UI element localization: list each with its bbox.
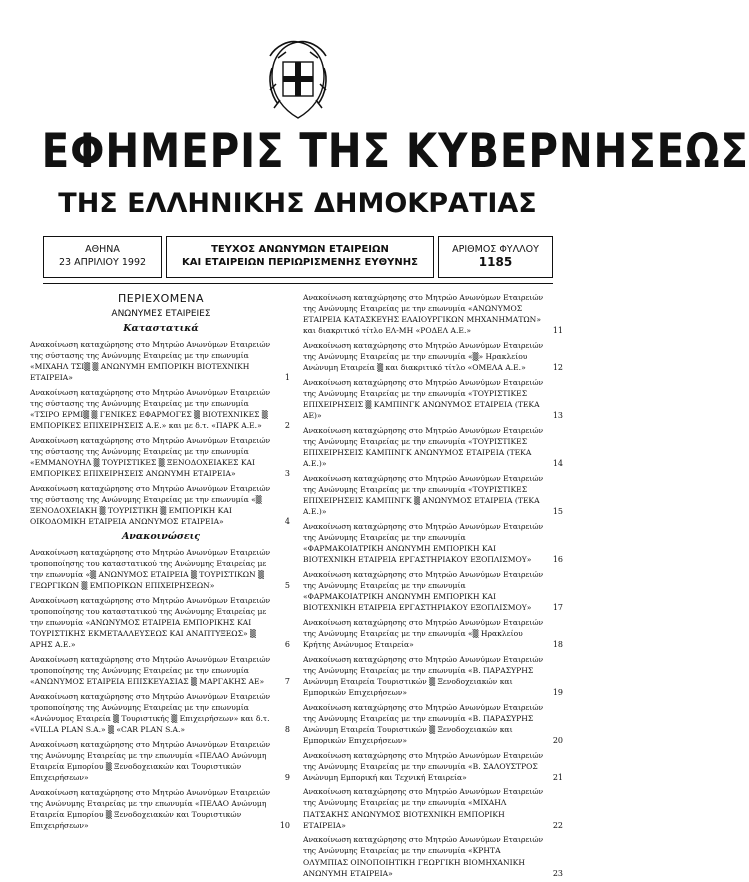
contents-entry — [30, 739, 292, 783]
entry-page-number: 7 — [284, 677, 290, 687]
contents-entry — [303, 569, 565, 613]
contents-entry — [303, 473, 565, 517]
contents-entry — [303, 750, 565, 783]
contents-entry — [30, 595, 292, 650]
entry-page-number: 10 — [279, 821, 290, 830]
entry-page-number: 18 — [552, 639, 563, 649]
entry-page-number: 22 — [552, 820, 563, 830]
header-rule — [43, 283, 553, 284]
entry-page-number: 16 — [552, 555, 563, 565]
sheet-number-label: ΑΡΙΘΜΟΣ ΦΥΛΛΟΥ — [452, 244, 539, 255]
entry-text: Ανακοίνωση καταχώρησης στο Μητρώο Ανωνύμων Εταιρειών τροποποίησης της Ανώνυμης Εταιρείας με την επωνυμία «Ανώνυμος Εταιρεία ▒ Τουριστικής ▒ Επιχειρήσεων» και δ.τ. «VILLA PLAN S.A.» ▒ «CAR PLAN S.A.» — [30, 691, 271, 735]
gazette-subtitle: ΤΗΣ ΕΛΛΗΝΙΚΗΣ ΔΗΜΟΚΡΑΤΙΑΣ — [58, 188, 537, 219]
entry-text: Ανακοίνωση καταχώρησης στο Μητρώο Ανωνύμων Εταιρειών της Ανώνυμης Εταιρείας με την επωνυμία «ΠΕΛΑΟ Ανώνυμη Εταιρεία Εμπορίου ▒ Ξενοδοχειακών και Τουριστικών Επιχειρήσεων» — [30, 739, 271, 783]
contents-left-column — [30, 292, 292, 835]
contents-entry — [30, 387, 292, 431]
contents-entry — [303, 702, 565, 746]
entry-text: Ανακοίνωση καταχώρησης στο Μητρώο Ανωνύμων Εταιρειών της Ανώνυμης Εταιρείας με την επωνυμία «ΤΟΥΡΙΣΤΙΚΕΣ ΕΠΙΧΕΙΡΗΣΕΙΣ ΚΑΜΠΙΝΓΚ ▒ ΑΝΩΝΥΜΟΣ ΕΤΑΙΡΕΙΑ (ΤΕΚΑ Α.Ε.)» — [303, 473, 544, 517]
entry-text: Ανακοίνωση καταχώρησης στο Μητρώο Ανωνύμων Εταιρειών της Ανώνυμης Εταιρείας με την επωνυμία «ΦΑΡΜΑΚΟΙΑΤΡΙΚΗ ΑΝΩΝΥΜΗ ΕΜΠΟΡΙΚΗ ΚΑΙ ΒΙΟΤΕΧΝΙΚΗ ΕΤΑΙΡΕΙΑ ΕΡΓΑΣΤΗΡΙΑΚΟΥ ΕΞΟΠΛΙΣΜΟΥ» — [303, 569, 544, 612]
entry-page-number: 5 — [284, 581, 290, 591]
contents-entry — [30, 691, 292, 735]
contents-entry — [30, 787, 292, 831]
entry-page-number: 21 — [552, 772, 563, 782]
entry-text: Ανακοίνωση καταχώρησης στο Μητρώο Ανωνύμων Εταιρειών τροποποίησης της Ανώνυμης Εταιρείας με την επωνυμία «ΑΝΩΝΥΜΟΣ ΕΤΑΙΡΕΙΑ ΕΠΙΣΚΕΥΑΣΙΑΣ ▒ ΜΑΡΓΑΚΗΣ ΑΕ» — [30, 654, 271, 687]
gazette-title: ΕΦΗΜΕΡΙΣ ΤΗΣ ΚΥΒΕΡΝΗΣΕΩΣ — [41, 124, 749, 179]
entry-page-number: 2 — [284, 421, 290, 431]
category-announcements: Ανακοινώσεις — [121, 530, 201, 542]
contents-entry — [303, 292, 565, 336]
entry-text: Ανακοίνωση καταχώρησης στο Μητρώο Ανωνύμων Εταιρειών της Ανώνυμης Εταιρείας με την επωνυμία «ΑΝΩΝΥΜΟΣ ΕΤΑΙΡΕΙΑ ΚΑΤΑΣΚΕΥΗΣ ΕΛΑΙΟΥΡΓΙΚΩΝ ΜΗΧΑΝΗΜΑΤΩΝ» και διακριτικό τίτλο ΕΛ-ΜΗ «ΡΟΔΕΛ Α.Ε.» — [303, 293, 544, 336]
contents-right-column — [303, 292, 565, 882]
entry-page-number: 15 — [552, 507, 563, 517]
entry-text: Ανακοίνωση καταχώρησης στο Μητρώο Ανωνύμων Εταιρειών της Ανώνυμης Εταιρείας με την επωνυμία «Β. ΠΑΡΑΣΥΡΗΣ Ανώνυμη Εταιρεία Τουριστικών ▒ Ξενοδοχειακών και Εμπορικών Επιχειρήσεων» — [303, 702, 544, 745]
sheet-number: 1185 — [478, 255, 513, 269]
entry-page-number: 4 — [284, 517, 290, 527]
contents-entry — [303, 377, 565, 421]
contents-entry — [30, 547, 292, 591]
entry-page-number: 3 — [284, 469, 290, 479]
entry-text: Ανακοίνωση καταχώρησης στο Μητρώο Ανωνύμων Εταιρειών της σύστασης της Ανώνυμης Εταιρείας με την επωνυμία «▒ ΞΕΝΟΔΟΧΕΙΑΚΗ ▒ ΤΟΥΡΙΣΤΙΚΗ ▒ ΕΜΠΟΡΙΚΗ ΚΑΙ ΟΙΚΟΔΟΜΙΚΗ ΕΤΑΙΡΕΙΑ ΑΝΩΝΥΜΟΣ ΕΤΑΙΡΕΙΑ» — [30, 483, 271, 527]
entry-text: Ανακοίνωση καταχώρησης στο Μητρώο Ανωνύμων Εταιρειών της Ανώνυμης Εταιρείας με την επωνυμία «▒» Ηρακλείου Ανώνυμη Εταιρεία ▒ και διακριτικό τίτλο «ΟΜΕΛΑ Α.Ε.» — [303, 340, 544, 373]
entry-page-number: 9 — [284, 773, 290, 783]
entry-page-number: 13 — [552, 411, 563, 421]
contents-entry — [30, 435, 292, 479]
entry-text: Ανακοίνωση καταχώρησης στο Μητρώο Ανωνύμων Εταιρειών της Ανώνυμης Εταιρείας με την επωνυμία «Β. ΣΑΛΟΥΣΤΡΟΣ Ανώνυμη Εμπορική και Τεχνική Εταιρεία» — [303, 750, 544, 782]
entry-text: Ανακοίνωση καταχώρησης στο Μητρώο Ανωνύμων Εταιρειών τροποποίησης του καταστατικού της Ανώνυμης Εταιρείας με την επωνυμία «▒ ΑΝΩΝΥΜΟΣ ΕΤΑΙΡΕΙΑ ▒ ΤΟΥΡΙΣΤΙΚΩΝ ▒ ΓΕΩΡΓΙΚΩΝ ▒ ΕΜΠΟΡΙΚΩΝ ΕΠΙΧΕΙΡΗΣΕΩΝ» — [30, 547, 271, 591]
contents-entry — [303, 834, 565, 878]
entry-text: Ανακοίνωση καταχώρησης στο Μητρώο Ανωνύμων Εταιρειών τροποποίησης του καταστατικού της Ανώνυμης Εταιρείας με την επωνυμία «ΑΝΩΝΥΜΟΣ ΕΤΑΙΡΕΙΑ ΕΜΠΟΡΙΚΗΣ ΚΑΙ ΤΟΥΡΙΣΤΙΚΗΣ ΕΚΜΕΤΑΛΛΕΥΣΕΩΣ ΚΑΙ ΑΝΑΠΤΥΞΕΩΣ» ▒ ΑΡΗΣ Α.Ε.» — [30, 595, 271, 650]
issue-type-line-1: ΤΕΥΧΟΣ ΑΝΩΝΥΜΩΝ ΕΤΑΙΡΕΙΩΝ — [211, 244, 389, 255]
statutes-list — [30, 339, 292, 527]
entry-text: Ανακοίνωση καταχώρησης στο Μητρώο Ανωνύμων Εταιρειών της σύστασης της Ανώνυμης Εταιρείας με την επωνυμία «ΕΜΜΑΝΟΥΗΛ ▒ ΤΟΥΡΙΣΤΙΚΕΣ ▒ ΞΕΝΟΔΟΧΕΙΑΚΕΣ ΚΑΙ ΕΜΠΟΡΙΚΕΣ ΕΠΙΧΕΙΡΗΣΕΙΣ ΑΝΩΝΥΜΗ ΕΤΑΙΡΕΙΑ» — [30, 435, 271, 479]
entry-text: Ανακοίνωση καταχώρησης στο Μητρώο Ανωνύμων Εταιρειών της Ανώνυμης Εταιρείας με την επωνυμία «▒ Ηρακλείου Κρήτης Ανώνυμος Εταιρεία» — [303, 617, 544, 649]
sheet-number-box — [438, 236, 553, 278]
entry-text: Ανακοίνωση καταχώρησης στο Μητρώο Ανωνύμων Εταιρειών της Ανώνυμης Εταιρείας με την επωνυμία «ΠΕΛΑΟ Ανώνυμη Εταιρεία Εμπορίου ▒ Ξενοδοχειακών και Τουριστικών Επιχειρήσεων» — [30, 787, 271, 830]
entry-text: Ανακοίνωση καταχώρησης στο Μητρώο Ανωνύμων Εταιρειών της σύστασης της Ανώνυμης Εταιρείας με την επωνυμία «ΤΣΙΡΟ ΕΡΜΙ▒ ▒ ΓΕΝΙΚΕΣ ΕΦΑΡΜΟΓΕΣ ▒ ΒΙΟΤΕΧΝΙΚΕΣ ▒ ΕΜΠΟΡΙΚΕΣ ΕΠΙΧΕΙΡΗΣΕΙΣ Α.Ε.» και με δ.τ. «ΠΑΡΚ Α.Ε.» — [30, 387, 271, 431]
entry-page-number: 23 — [552, 868, 563, 878]
announcements-list-continued — [303, 292, 565, 879]
contents-entry — [303, 654, 565, 698]
entry-text: Ανακοίνωση καταχώρησης στο Μητρώο Ανωνύμων Εταιρειών της Ανώνυμης Εταιρείας με την επωνυμία «ΤΟΥΡΙΣΤΙΚΕΣ ΕΠΙΧΕΙΡΗΣΕΙΣ ΚΑΜΠΙΝΓΚ ΑΝΩΝΥΜΟΣ ΕΤΑΙΡΕΙΑ (ΤΕΚΑ Α.Ε.)» — [303, 425, 544, 469]
announcements-list — [30, 547, 292, 831]
contents-entry — [30, 339, 292, 383]
entry-page-number: 17 — [552, 603, 563, 612]
contents-entry — [303, 425, 565, 469]
entry-text: Ανακοίνωση καταχώρησης στο Μητρώο Ανωνύμων Εταιρειών της Ανώνυμης Εταιρείας με την επωνυμία «ΤΟΥΡΙΣΤΙΚΕΣ ΕΠΙΧΕΙΡΗΣΕΙΣ ▒ ΚΑΜΠΙΝΓΚ ΑΝΩΝΥΜΟΣ ΕΤΑΙΡΕΙΑ (ΤΕΚΑ ΑΕ)» — [303, 377, 544, 421]
entry-page-number: 1 — [284, 373, 290, 383]
issue-type-line-2: ΚΑΙ ΕΤΑΙΡΕΙΩΝ ΠΕΡΙΩΡΙΣΜΕΝΗΣ ΕΥΘΥΝΗΣ — [182, 257, 418, 268]
entry-text: Ανακοίνωση καταχώρησης στο Μητρώο Ανωνύμων Εταιρειών της Ανώνυμης Εταιρείας με την επωνυμία «ΚΡΗΤΑ ΟΛΥΜΠΙΑΣ ΟΙΝΟΠΟΙΗΤΙΚΗ ΓΕΩΡΓΙΚΗ ΒΙΟΜΗΧΑΝΙΚΗ ΑΝΩΝΥΜΗ ΕΤΑΙΡΕΙΑ» — [303, 835, 544, 878]
entry-page-number: 14 — [552, 459, 563, 469]
category-statutes: Καταστατικά — [123, 323, 199, 334]
contents-heading: ΠΕΡΙΕΧΟΜΕΝΑ — [118, 292, 204, 305]
greek-coat-of-arms-icon — [264, 38, 332, 122]
entry-page-number: 11 — [552, 326, 563, 336]
entry-page-number: 6 — [284, 640, 290, 650]
contents-entry — [303, 521, 565, 565]
entry-page-number: 8 — [284, 725, 290, 735]
contents-entry — [303, 617, 565, 650]
entry-text: Ανακοίνωση καταχώρησης στο Μητρώο Ανωνύμων Εταιρειών της Ανώνυμης Εταιρείας με την επωνυμία «Β. ΠΑΡΑΣΥΡΗΣ Ανώνυμη Εταιρεία Τουριστικών ▒ Ξενοδοχειακών και Εμπορικών Επιχειρήσεων» — [303, 654, 544, 697]
contents-entry — [303, 340, 565, 373]
entry-text: Ανακοίνωση καταχώρησης στο Μητρώο Ανωνύμων Εταιρειών της Ανώνυμης Εταιρείας με την επωνυμία «ΜΙΧΑΗΛ ΠΑΤΣΑΚΗΣ ΑΝΩΝΥΜΟΣ ΒΙΟΤΕΧΝΙΚΗ ΕΜΠΟΡΙΚΗ ΕΤΑΙΡΕΙΑ» — [303, 787, 544, 830]
issue-date: 23 ΑΠΡΙΛΙΟΥ 1992 — [58, 257, 147, 268]
city: ΑΘΗΝΑ — [85, 244, 120, 255]
contents-entry — [30, 483, 292, 527]
entry-page-number: 20 — [552, 735, 563, 745]
place-date-box — [43, 236, 162, 278]
issue-type-box — [166, 236, 434, 278]
entry-page-number: 12 — [552, 363, 563, 373]
entry-text: Ανακοίνωση καταχώρησης στο Μητρώο Ανωνύμων Εταιρειών της σύστασης της Ανώνυμης Εταιρείας με την επωνυμία «ΜΙΧΑΗΛ ΤΣΙ▒ ▒ ΑΝΩΝΥΜΗ ΕΜΠΟΡΙΚΗ ΒΙΟΤΕΧΝΙΚΗ ΕΤΑΙΡΕΙΑ» — [30, 340, 271, 383]
entry-text: Ανακοίνωση καταχώρησης στο Μητρώο Ανωνύμων Εταιρειών της Ανώνυμης Εταιρείας με την επωνυμία «ΦΑΡΜΑΚΟΙΑΤΡΙΚΗ ΑΝΩΝΥΜΗ ΕΜΠΟΡΙΚΗ ΚΑΙ ΒΙΟΤΕΧΝΙΚΗ ΕΤΑΙΡΕΙΑ ΕΡΓΑΣΤΗΡΙΑΚΟΥ ΕΞΟΠΛΙΣΜΟΥ» — [303, 521, 544, 565]
entry-page-number: 19 — [552, 687, 563, 697]
contents-entry — [30, 654, 292, 687]
contents-subheading: ΑΝΩΝΥΜΕΣ ΕΤΑΙΡΕΙΕΣ — [111, 309, 211, 319]
contents-entry — [303, 786, 565, 830]
